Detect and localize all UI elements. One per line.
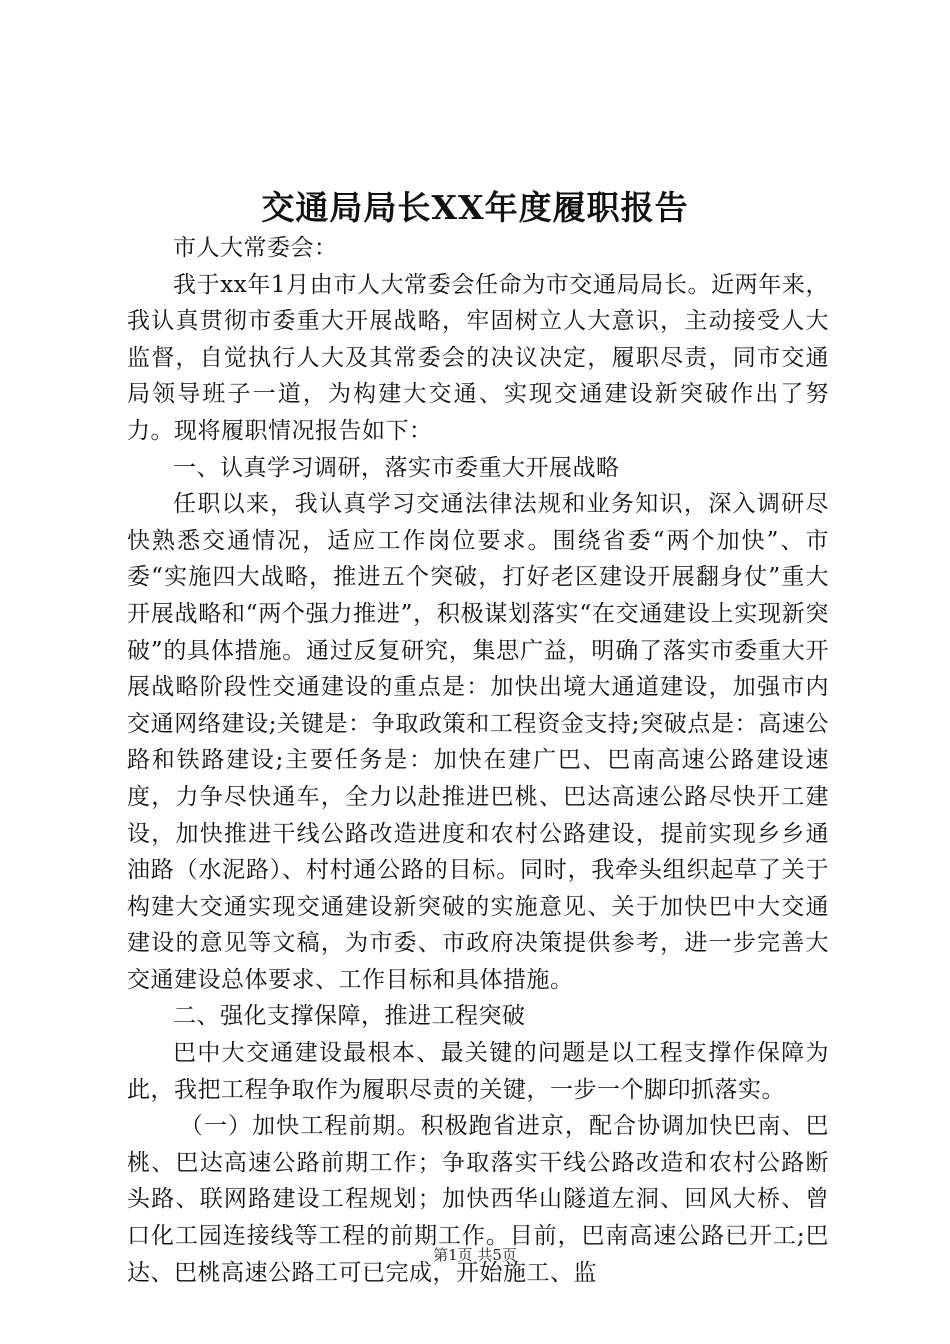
salutation: 市人大常委会： [173,235,338,261]
paragraph-subsection-1: （一）加快工程前期。积极跑省进京，配合协调加快巴南、巴桃、巴达高速公路前期工作；争取落实干线公路改造和农村公路断头路、联网路建设工程规划；加快西华山隧道左洞、回风大桥、曾口化工园连接线等工程的前期工作。目前，巴南高速公路已开工;巴达、巴桃高速公路工可已完成，开始施工、监 [127,1113,829,1286]
paragraph-intro: 我于xx年1月由市人大常委会任命为市交通局局长。近两年来，我认真贯彻市委重大开展战略，牢固树立人大意识，主动接受人大监督，自觉执行人大及其常委会的决议决定，履职尽责，同市交通局领导班子一道，为构建大交通、实现交通建设新突破作出了努力。现将履职情况报告如下： [127,271,829,444]
document-body [127,230,829,1291]
paragraph-section-1: 任职以来，我认真学习交通法律法规和业务知识，深入调研尽快熟悉交通情况，适应工作岗位要求。围绕省委“两个加快”、市委“实施四大战略，推进五个突破，打好老区建设开展翻身仗”重大开展战略和“两个强力推进”，积极谋划落实“在交通建设上实现新突破”的具体措施。通过反复研究，集思广益，明确了落实市委重大开展战略阶段性交通建设的重点是：加快出境大通道建设，加强市内交通网络建设;关键是：争取政策和工程资金支持;突破点是：高速公路和铁路建设;主要任务是：加快在建广巴、巴南高速公路建设速度，力争尽快通车，全力以赴推进巴桃、巴达高速公路尽快开工建设，加快推进干线公路改造进度和农村公路建设，提前实现乡乡通油路（水泥路）、村村通公路的目标。同时，我牵头组织起草了关于构建大交通实现交通建设新突破的实施意见、关于加快巴中大交通建设的意见等文稿，为市委、市政府决策提供参考，进一步完善大交通建设总体要求、工作目标和具体措施。 [127,491,829,993]
section-heading-1: 一、认真学习调研，落实市委重大开展战略 [173,454,620,481]
paragraph-section-2: 巴中大交通建设最根本、最关键的问题是以工程支撑作保障为此，我把工程争取作为履职尽责的关键，一步一个脚印抓落实。 [127,1040,829,1103]
page-footer: 第1页 共5页 [433,1246,517,1264]
document-title: 交通局局长XX年度履职报告 [261,188,689,227]
section-heading-2: 二、强化支撑保障，推进工程突破 [173,1003,526,1030]
